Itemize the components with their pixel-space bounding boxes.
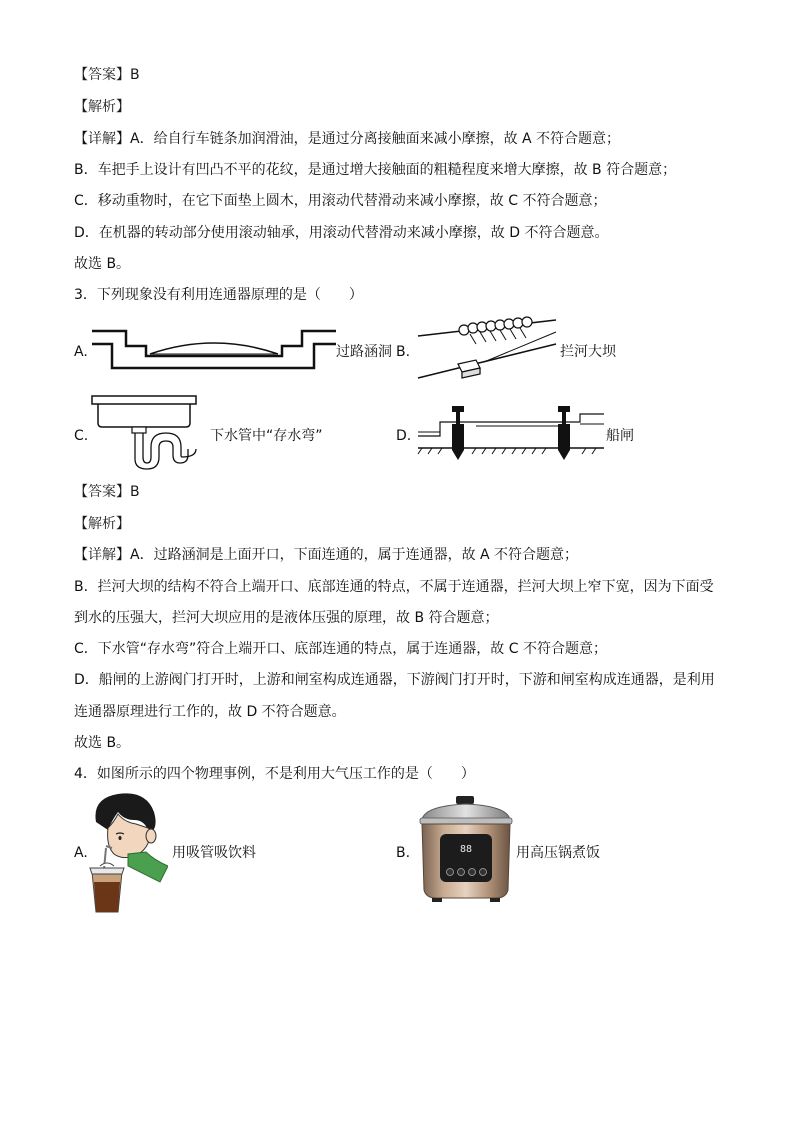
sink-trap-figure (90, 393, 215, 473)
q2-detail-d: D．在机器的转动部分使用滚动轴承，用滚动代替滑动来减小摩擦，故 D 不符合题意。 (74, 225, 609, 241)
culvert-figure (92, 326, 340, 376)
q4-option-a-label: 用吸管吸饮料 (172, 845, 256, 861)
boy-drinking-figure (88, 790, 168, 915)
q2-detail-a: 【详解】A．给自行车链条加润滑油，是通过分离接触面来减小摩擦，故 A 不符合题意； (74, 131, 621, 147)
cooker-display-text: 88 (459, 844, 473, 855)
ship-lock-figure (416, 402, 606, 462)
q2-detail-b: B．车把手上设计有凹凸不平的花纹，是通过增大接触面的粗糙程度来增大摩擦，故 B 符合题意； (74, 162, 677, 178)
q2-conclusion: 故选 B。 (74, 256, 131, 272)
q3-option-d-letter: D. (396, 428, 412, 444)
q3-detail-d1: D．船闸的上游阀门打开时，上游和闸室构成连通器，下游阀门打开时，下游和闸室构成连通器，是利用 (74, 672, 715, 688)
q3-stem: 3．下列现象没有利用连通器原理的是（ ） (74, 287, 363, 303)
q3-conclusion: 故选 B。 (74, 735, 131, 751)
q3-option-b-label: 拦河大坝 (560, 344, 616, 360)
q4-option-b-letter: B. (396, 845, 411, 861)
q3-detail-b2: 到水的压强大，拦河大坝应用的是液体压强的原理，故 B 符合题意； (74, 610, 499, 626)
q3-option-c-label: 下水管中“存水弯” (210, 428, 323, 444)
q4-stem: 4．如图所示的四个物理事例，不是利用大气压工作的是（ ） (74, 766, 475, 782)
q4-option-b-label: 用高压锅煮饭 (516, 845, 600, 861)
q3-option-a-label: 过路涵洞 (336, 344, 392, 360)
pressure-cooker-figure (416, 794, 516, 904)
q3-detail-c: C．下水管“存水弯”符合上端开口、底部连通的特点，属于连通器，故 C 不符合题意； (74, 641, 607, 657)
q2-analysis: 【解析】 (74, 99, 130, 115)
q3-answer: 【答案】B (74, 484, 140, 500)
q3-option-b-letter: B. (396, 344, 411, 360)
q3-detail-b1: B．拦河大坝的结构不符合上端开口、底部连通的特点，不属于连通器，拦河大坝上窄下宽，因为下面受 (74, 579, 714, 595)
q3-option-d-label: 船闸 (606, 428, 634, 444)
q3-option-c-letter: C. (74, 428, 89, 444)
q3-analysis: 【解析】 (74, 516, 130, 532)
q3-detail-a: 【详解】A．过路涵洞是上面开口，下面连通的，属于连通器，故 A 不符合题意； (74, 547, 579, 563)
q2-detail-c: C．移动重物时，在它下面垫上圆木，用滚动代替滑动来减小摩擦，故 C 不符合题意； (74, 193, 607, 209)
q3-detail-d2: 连通器原理进行工作的，故 D 不符合题意。 (74, 704, 346, 720)
q4-option-a-letter: A. (74, 845, 88, 861)
dam-figure (414, 310, 559, 382)
q2-answer: 【答案】B (74, 67, 140, 83)
q3-option-a-letter: A. (74, 344, 88, 360)
